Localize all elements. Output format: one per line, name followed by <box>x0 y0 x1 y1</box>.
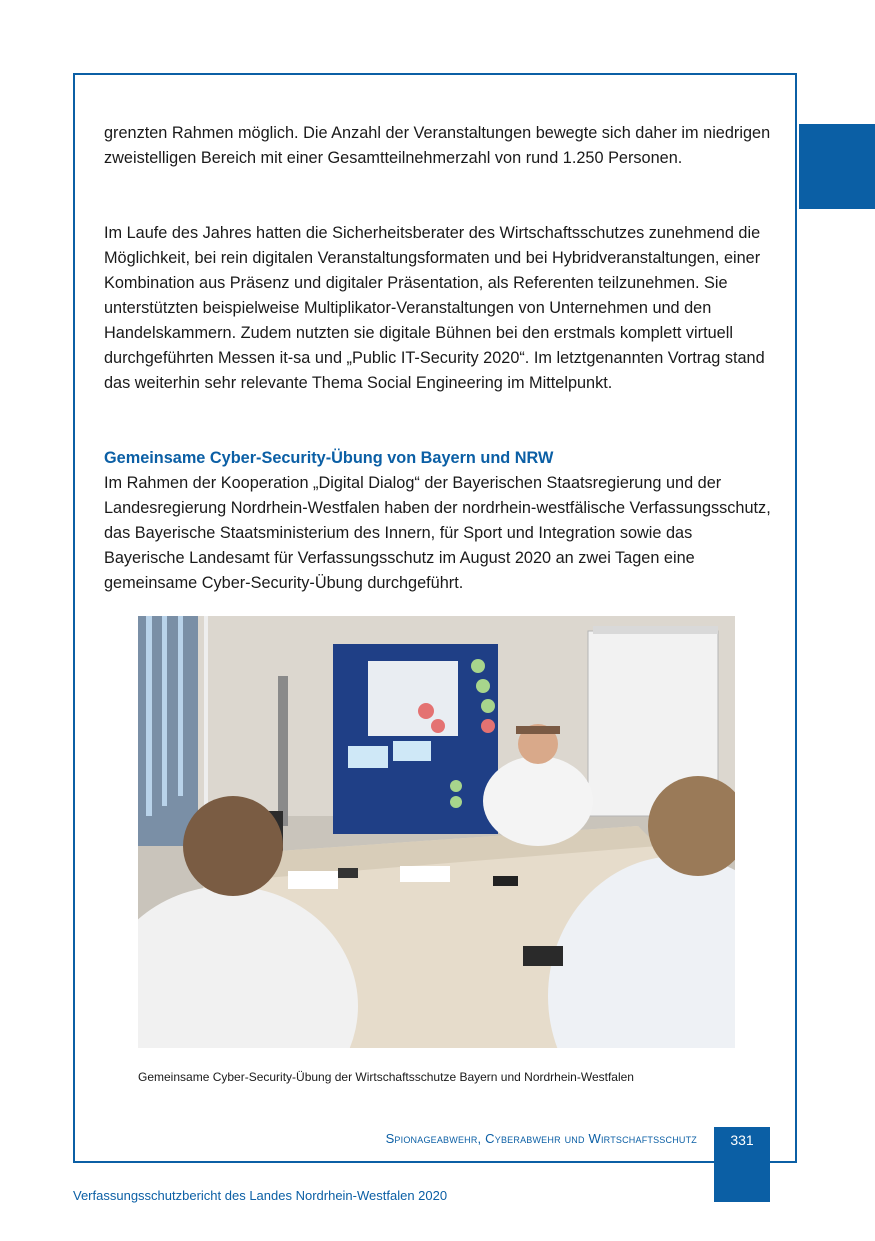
paragraph-cyber-exercise: Im Rahmen der Kooperation „Digital Dialog“ der Bayerischen Staatsregierung und der Landesregierung Nordrhein-Westfalen haben der nordrhein-westfälische Verfassungsschutz, das Bayerische Staatsministerium des Innern, für Sport und Integration sowie das Bayerische Landesamt für Verfassungsschutz im August 2020 an zwei Tagen eine gemeinsame Cyber-Security-Übung durchgeführt. <box>104 474 771 592</box>
photo-caption: Gemeinsame Cyber-Security-Übung der Wirtschaftsschutze Bayern und Nordrhein-Westfalen <box>138 1070 634 1084</box>
paragraph-intro: grenzten Rahmen möglich. Die Anzahl der Veranstaltungen bewegte sich daher im niedrigen zweistelligen Bereich mit einer Gesamtteilnehmerzahl von rund 1.250 Personen. <box>104 124 771 167</box>
page-number: 331 <box>730 1132 754 1148</box>
meeting-photo <box>138 616 735 1048</box>
chapter-tab <box>799 124 875 209</box>
document-footer: Verfassungsschutzbericht des Landes Nordrhein-Westfalen 2020 <box>73 1188 448 1203</box>
section-heading: Gemeinsame Cyber-Security-Übung von Bayern und NRW <box>104 449 554 467</box>
paragraph-security-advisors: Im Laufe des Jahres hatten die Sicherheitsberater des Wirtschaftsschutzes zunehmend die Möglichkeit, bei rein digitalen Veranstaltungsformaten und bei Hybridveranstaltungen, einer Kombination aus Präsenz und digitaler Präsentation, als Referenten teilzunehmen. Sie unterstützten beispielweise Multiplikator-Veranstaltungen von Unternehmen und den Handelskammern. Zudem nutzten sie digitale Bühnen bei den erstmals komplett virtuell durchgeführten Messen it-sa und „Public IT-Security 2020“. Im letztgenannten Vortrag stand das weiterhin sehr relevante Thema Social Engineering im Mittelpunkt. <box>104 224 765 392</box>
running-head: Spionageabwehr, Cyberabwehr und Wirtschaftsschutz <box>385 1131 697 1146</box>
